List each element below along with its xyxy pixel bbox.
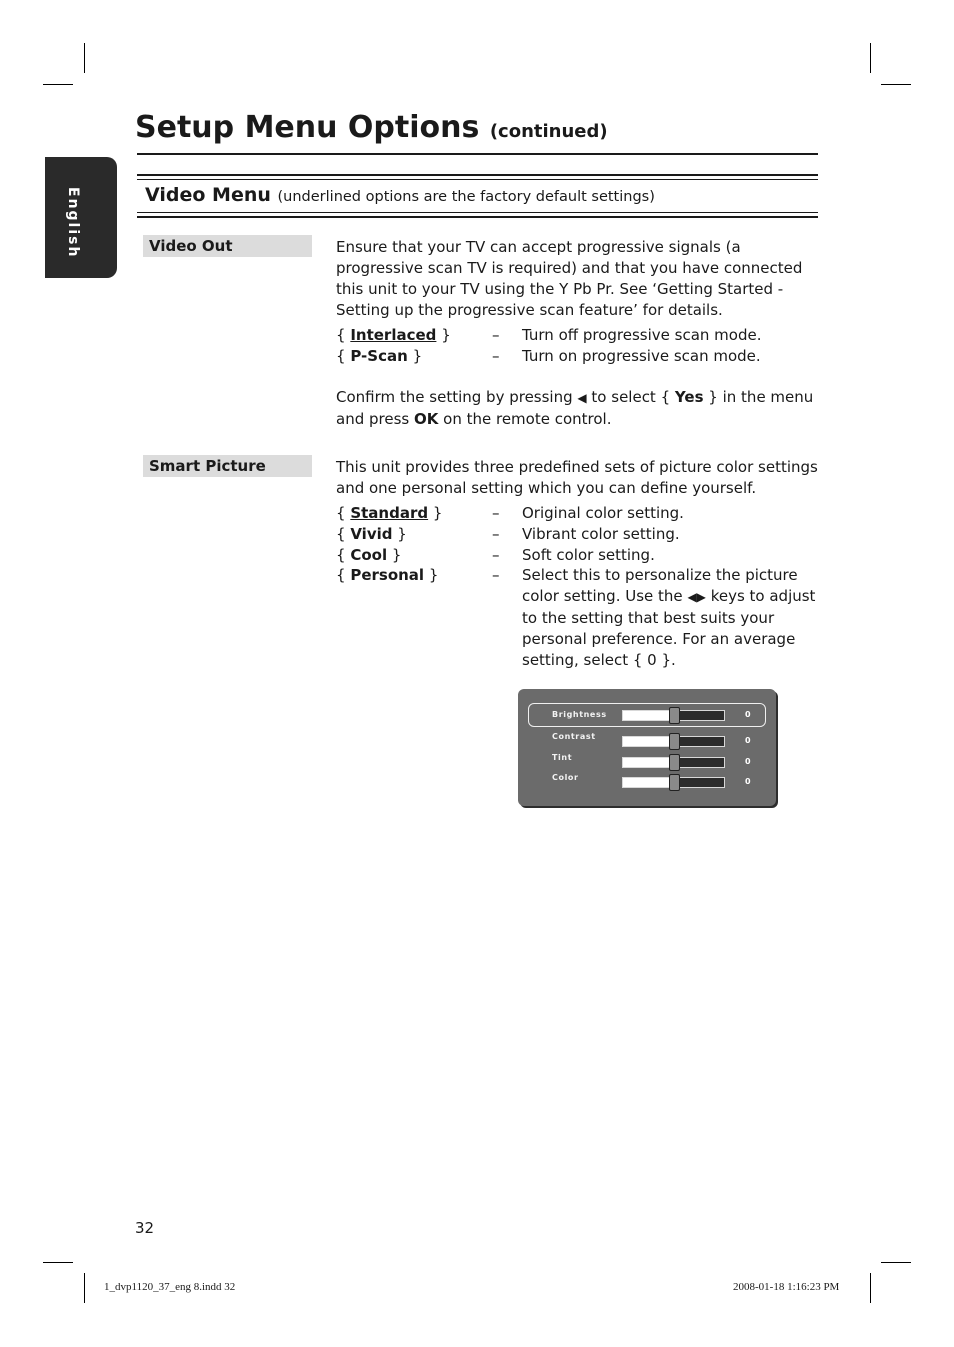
- section-rule-bottom-thin: [137, 212, 818, 213]
- osd-label: Color: [552, 773, 579, 782]
- dash: –: [492, 326, 500, 344]
- crop-mark: [870, 1273, 871, 1303]
- option-interlaced-desc: Turn off progressive scan mode.: [522, 326, 762, 344]
- crop-mark: [870, 43, 871, 73]
- video-out-label: Video Out: [143, 235, 312, 257]
- video-out-intro: Ensure that your TV can accept progressive signals (a progressive scan TV is required) and that you have connected this unit to your TV using the Y Pb Pr. See ‘Getting Started - Setting up the progressive scan feature’ for details.: [336, 238, 803, 319]
- dash: –: [492, 525, 500, 543]
- osd-label: Brightness: [552, 710, 607, 719]
- crop-mark: [43, 84, 73, 85]
- section-title: [145, 184, 655, 206]
- confirm-ok: OK: [414, 410, 439, 428]
- crop-mark: [881, 84, 911, 85]
- smart-picture-intro: This unit provides three predefined sets of picture color settings and one personal setting which you can define yourself.: [336, 458, 818, 497]
- section-rule-top: [137, 174, 818, 176]
- brace-close: }: [428, 566, 439, 584]
- crop-mark: [43, 1262, 73, 1263]
- brace-close: }: [441, 326, 451, 344]
- crop-mark: [881, 1262, 911, 1263]
- confirm-text: } in the menu and press: [336, 388, 814, 428]
- footer-timestamp: 2008-01-18 1:16:23 PM: [733, 1281, 840, 1293]
- option-personal-name: Personal: [350, 566, 425, 584]
- option-personal: [336, 565, 438, 586]
- option-vivid-desc: Vibrant color setting.: [522, 525, 680, 543]
- osd-slider-knob: [669, 733, 680, 750]
- dash: –: [492, 504, 500, 522]
- confirm-text: on the remote control.: [443, 410, 612, 428]
- option-personal-desc: [522, 565, 818, 671]
- option-standard-desc: Original color setting.: [522, 504, 684, 522]
- personal-desc-text: Select this to personalize the picture color setting. Use the: [522, 566, 798, 605]
- brace-close: }: [391, 546, 402, 564]
- option-cool: [336, 545, 401, 566]
- confirm-text: to select {: [591, 388, 671, 406]
- crop-mark: [84, 1273, 85, 1303]
- brace-open: {: [336, 566, 346, 584]
- brace-open: {: [336, 504, 346, 522]
- osd-label: Tint: [552, 753, 573, 762]
- option-cool-desc: Soft color setting.: [522, 546, 655, 564]
- osd-value: 0: [745, 777, 751, 786]
- confirm-text: Confirm the setting by pressing: [336, 388, 573, 406]
- option-pscan: [336, 346, 422, 367]
- osd-slider-knob: [669, 774, 680, 791]
- osd-slider-knob: [669, 707, 680, 724]
- brace-close: }: [397, 525, 407, 543]
- crop-mark: [84, 43, 85, 73]
- smart-picture-label: Smart Picture: [143, 455, 312, 477]
- section-rule-bottom: [137, 216, 818, 218]
- osd-label: Contrast: [552, 732, 596, 741]
- language-tab: [45, 157, 117, 278]
- option-standard: [336, 503, 442, 524]
- footer-file: 1_dvp1120_37_eng 8.indd 32: [104, 1281, 236, 1293]
- brace-open: {: [336, 347, 346, 365]
- brace-close: }: [432, 504, 443, 522]
- section-title-text: Video Menu: [145, 184, 271, 206]
- option-standard-name: Standard: [350, 504, 429, 522]
- page-title: [135, 110, 608, 145]
- page-number: 32: [135, 1219, 155, 1237]
- page-title-suffix: (continued): [489, 121, 608, 142]
- brace-open: {: [336, 525, 346, 543]
- osd-slider-fill: [623, 758, 674, 767]
- osd-value: 0: [745, 757, 751, 766]
- brace-open: {: [336, 326, 346, 344]
- page-title-text: Setup Menu Options: [135, 110, 480, 145]
- section-note: (underlined options are the factory default settings): [277, 189, 655, 205]
- osd-slider-fill: [623, 711, 674, 720]
- osd-value: 0: [745, 736, 751, 745]
- title-rule: [137, 153, 818, 155]
- dash: –: [492, 347, 500, 365]
- left-right-arrows-icon: ◀▶: [687, 590, 706, 604]
- option-interlaced-name: Interlaced: [350, 326, 437, 344]
- personal-desc-text: keys to adjust to the setting that best suits your personal preference. For an average setting, select { 0 }.: [522, 587, 816, 669]
- language-tab-label: English: [65, 187, 81, 259]
- option-vivid-name: Vivid: [350, 525, 393, 543]
- option-interlaced: [336, 325, 451, 346]
- video-out-confirm: [336, 387, 818, 430]
- section-rule-top-thin: [137, 179, 818, 180]
- osd-slider-fill: [623, 778, 674, 787]
- smart-picture-osd: [518, 689, 776, 806]
- brace-close: }: [412, 347, 423, 365]
- option-cool-name: Cool: [350, 546, 388, 564]
- brace-open: {: [336, 546, 346, 564]
- osd-value: 0: [745, 710, 751, 719]
- option-vivid: [336, 524, 407, 545]
- dash: –: [492, 566, 500, 584]
- osd-slider-knob: [669, 754, 680, 771]
- option-pscan-name: P-Scan: [350, 347, 408, 365]
- option-pscan-desc: Turn on progressive scan mode.: [522, 347, 761, 365]
- osd-slider-fill: [623, 737, 674, 746]
- confirm-yes: Yes: [674, 388, 704, 406]
- left-arrow-icon: ◀: [577, 391, 587, 405]
- dash: –: [492, 546, 500, 564]
